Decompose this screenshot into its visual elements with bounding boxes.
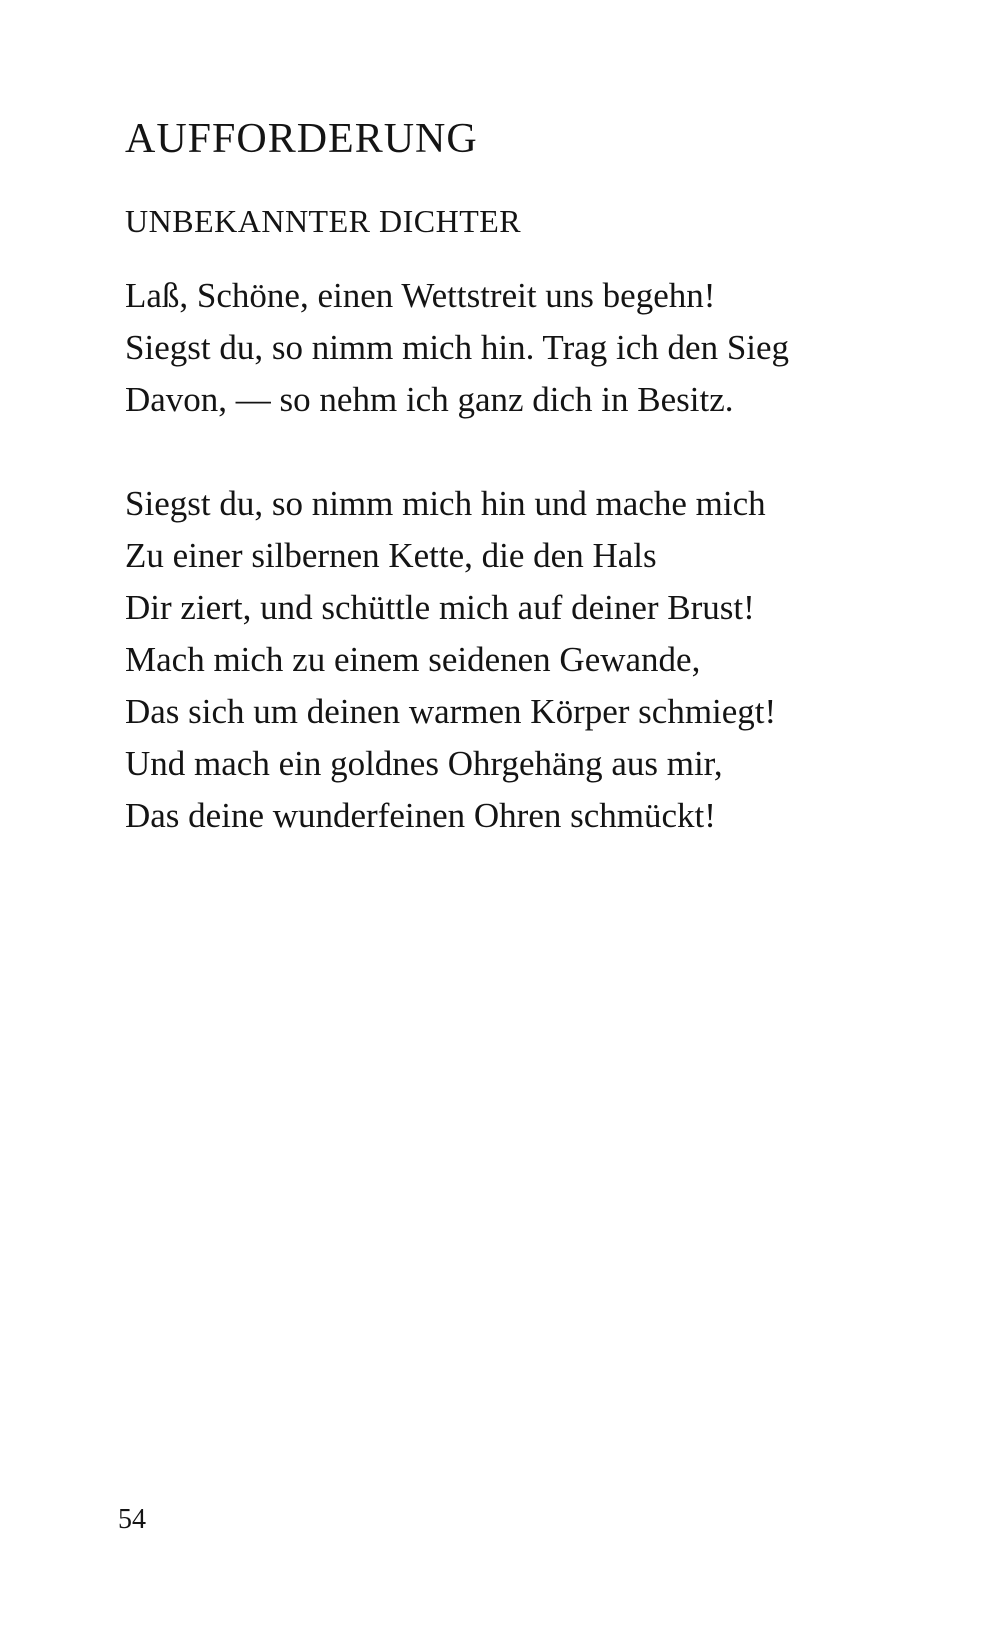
verse-line: Siegst du, so nimm mich hin und mache mich bbox=[125, 484, 766, 523]
verse-line: Das deine wunderfeinen Ohren schmückt! bbox=[125, 796, 716, 835]
verse-line: Mach mich zu einem seidenen Gewande, bbox=[125, 640, 701, 679]
verse-line: Das sich um deinen warmen Körper schmiegt! bbox=[125, 692, 777, 731]
verse-line: Davon, — so nehm ich ganz dich in Besitz. bbox=[125, 380, 734, 419]
verse-line: Laß, Schöne, einen Wettstreit uns begehn! bbox=[125, 276, 716, 315]
poem-title: AUFFORDERUNG bbox=[125, 116, 478, 162]
verse-line: Dir ziert, und schüttle mich auf deiner Brust! bbox=[125, 588, 755, 627]
poem-author: UNBEKANNTER DICHTER bbox=[125, 203, 522, 239]
stanza-2 bbox=[125, 478, 776, 842]
verse-line: Und mach ein goldnes Ohrgehäng aus mir, bbox=[125, 744, 723, 783]
verse-line: Zu einer silbernen Kette, die den Hals bbox=[125, 536, 657, 575]
stanza-1 bbox=[125, 270, 789, 426]
page-number: 54 bbox=[118, 1504, 146, 1535]
verse-line: Siegst du, so nimm mich hin. Trag ich den Sieg bbox=[125, 328, 790, 367]
